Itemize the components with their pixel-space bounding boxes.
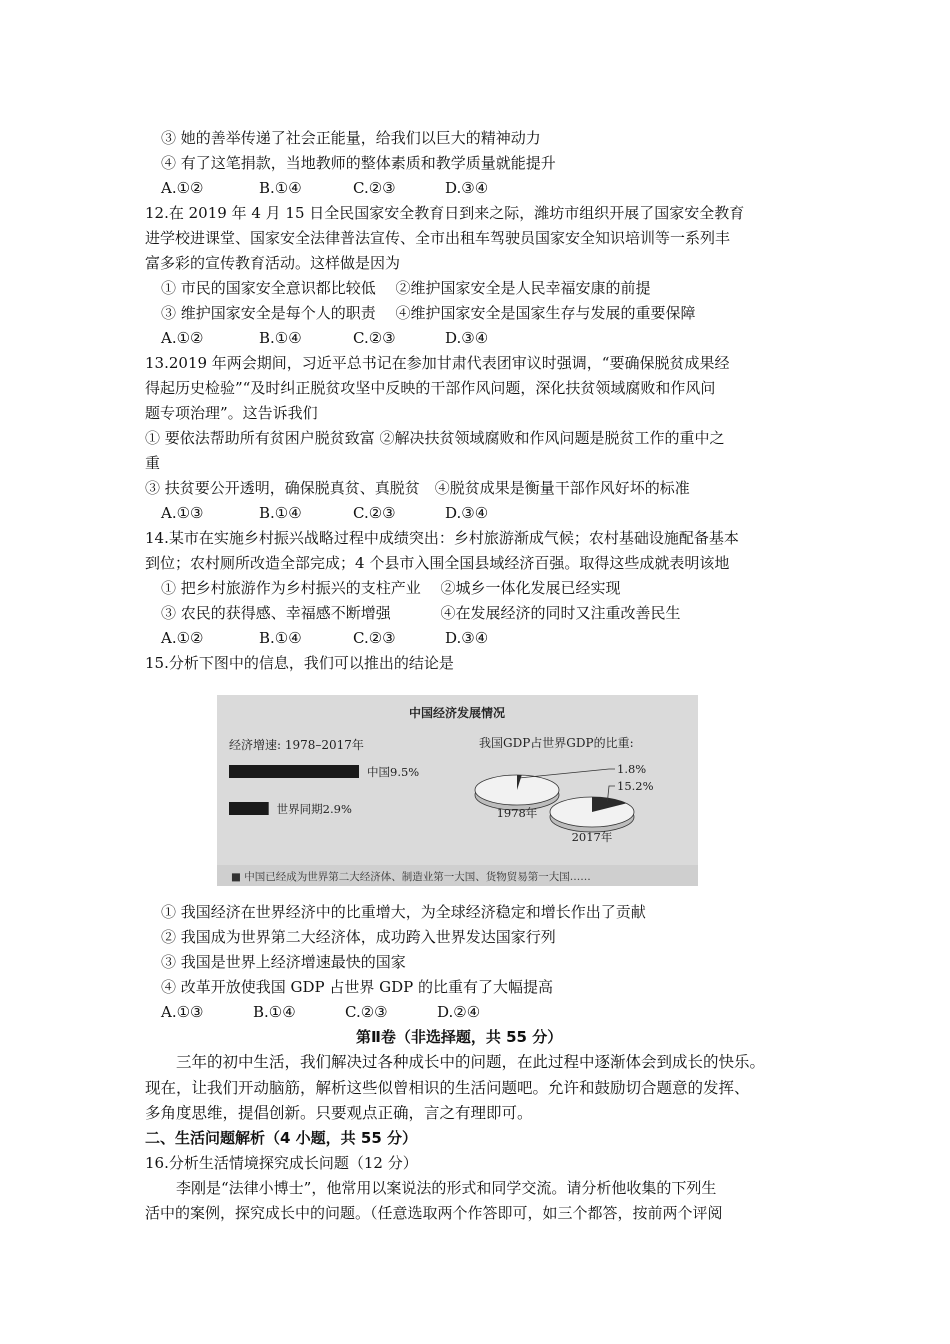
- q14-options-34: ③ 农民的获得感、幸福感不断增强 ④在发展经济的同时又注重改善民生: [161, 604, 681, 622]
- q13-stem-line2: 得起历史检验”“及时纠正脱贫攻坚中反映的干部作风问题，深化扶贫领域腐败和作风问: [145, 379, 716, 397]
- choice-a: A.①②: [161, 629, 204, 647]
- choice-b: B.①④: [253, 1003, 296, 1021]
- q13-choices: [161, 503, 488, 523]
- choice-d: D.②④: [437, 1003, 481, 1021]
- bar-label-world: 世界同期2.9%: [276, 802, 352, 816]
- bar-label-china: 中国9.5%: [367, 765, 420, 779]
- pie-2017-value-label: 15.2%: [617, 779, 654, 793]
- part2-title: 第Ⅱ卷（非选择题，共 55 分）: [356, 1028, 563, 1046]
- pie-2017-year-label: 2017年: [571, 830, 613, 844]
- q12-choices: [161, 328, 488, 348]
- q15-option-1: ① 我国经济在世界经济中的比重增大，为全球经济稳定和增长作出了贡献: [161, 903, 646, 921]
- q11-choices: [161, 178, 488, 198]
- pie-section-label: 我国GDP占世界GDP的比重:: [479, 736, 634, 750]
- q15-option-3: ③ 我国是世界上经济增速最快的国家: [161, 953, 406, 971]
- choice-d: D.③④: [445, 504, 489, 522]
- q11-option-3: ③ 她的善举传递了社会正能量，给我们以巨大的精神动力: [161, 129, 541, 147]
- q12-stem-line2: 进学校进课堂、国家安全法律普法宣传、全市出租车驾驶员国家安全知识培训等一系列丰: [145, 229, 731, 247]
- choice-c: C.②③: [353, 629, 396, 647]
- q13-options-34: ③ 扶贫要公开透明，确保脱真贫、真脱贫 ④脱贫成果是衡量干部作风好坏的标准: [145, 479, 690, 497]
- pie-1978-year-label: 1978年: [496, 806, 538, 820]
- q14-stem-line1: 14.某市在实施乡村振兴战略过程中成绩突出：乡村旅游渐成气候；农村基础设施配备基本: [145, 529, 739, 547]
- q16-text-line2: 活中的案例，探究成长中的问题。（任意选取两个作答即可，如三个都答，按前两个评阅: [145, 1204, 723, 1222]
- choice-b: B.①④: [259, 629, 302, 647]
- choice-c: C.②③: [353, 504, 396, 522]
- q12-stem-line1: 12.在 2019 年 4 月 15 日全民国家安全教育日到来之际，潍坊市组织开展了国家安全教育: [145, 204, 745, 222]
- choice-d: D.③④: [445, 179, 489, 197]
- q13-options-12-wrap: 重: [145, 454, 161, 472]
- choice-d: D.③④: [445, 629, 489, 647]
- choice-b: B.①④: [259, 504, 302, 522]
- bar-section-label: 经济增速: 1978–2017年: [229, 738, 364, 752]
- economy-chart: [217, 695, 698, 886]
- q13-stem-line1: 13.2019 年两会期间，习近平总书记在参加甘肃代表团审议时强调，“要确保脱贫成果经: [145, 354, 730, 372]
- choice-a: A.①③: [161, 1003, 204, 1021]
- choice-a: A.①②: [161, 179, 204, 197]
- q12-options-34: ③ 维护国家安全是每个人的职责 ④维护国家安全是国家生存与发展的重要保障: [161, 304, 696, 322]
- q14-options-12: ① 把乡村旅游作为乡村振兴的支柱产业 ②城乡一体化发展已经实现: [161, 579, 621, 597]
- part2-intro-line2: 现在，让我们开动脑筋，解析这些似曾相识的生活问题吧。允许和鼓励切合题意的发挥、: [145, 1079, 750, 1097]
- q14-choices: [161, 628, 488, 648]
- part2-intro-line3: 多角度思维，提倡创新。只要观点正确，言之有理即可。: [145, 1104, 533, 1122]
- choice-d: D.③④: [445, 329, 489, 347]
- q12-options-12: ① 市民的国家安全意识都比较低 ②维护国家安全是人民幸福安康的前提: [161, 279, 651, 297]
- q11-option-4: ④ 有了这笔捐款，当地教师的整体素质和教学质量就能提升: [161, 154, 556, 172]
- pie-1978-value-label: 1.8%: [617, 762, 647, 776]
- choice-c: C.②③: [353, 179, 396, 197]
- bar-china: [229, 765, 359, 778]
- q12-stem-line3: 富多彩的宣传教育活动。这样做是因为: [145, 254, 401, 272]
- chart-footnote: ■ 中国已经成为世界第二大经济体、制造业第一大国、货物贸易第一大国……: [231, 871, 591, 883]
- part2-intro-line1: 三年的初中生活，我们解决过各种成长中的问题，在此过程中逐渐体会到成长的快乐。: [176, 1053, 766, 1071]
- chart-title: 中国经济发展情况: [408, 706, 506, 720]
- choice-a: A.①②: [161, 329, 204, 347]
- q16-text-line1: 李刚是“法律小博士”，他常用以案说法的形式和同学交流。请分析他收集的下列生: [176, 1179, 717, 1197]
- q16-title: 16.分析生活情境探究成长问题（12 分）: [145, 1154, 418, 1172]
- bar-world: [229, 802, 269, 815]
- choice-b: B.①④: [259, 179, 302, 197]
- choice-a: A.①③: [161, 504, 204, 522]
- q14-stem-line2: 到位；农村厕所改造全部完成；4 个县市入围全国县域经济百强。取得这些成就表明该地: [145, 554, 730, 572]
- choice-b: B.①④: [259, 329, 302, 347]
- q15-stem: 15.分析下图中的信息，我们可以推出的结论是: [145, 654, 454, 672]
- choice-c: C.②③: [353, 329, 396, 347]
- q13-options-12: ① 要依法帮助所有贫困户脱贫致富 ②解决扶贫领域腐败和作风问题是脱贫工作的重中之: [145, 429, 725, 447]
- section-heading: 二、生活问题解析（4 小题，共 55 分）: [145, 1129, 417, 1147]
- q15-option-4: ④ 改革开放使我国 GDP 占世界 GDP 的比重有了大幅提高: [161, 978, 554, 996]
- q15-choices: [161, 1002, 480, 1022]
- choice-c: C.②③: [345, 1003, 388, 1021]
- q15-option-2: ② 我国成为世界第二大经济体，成功跨入世界发达国家行列: [161, 928, 556, 946]
- q13-stem-line3: 题专项治理”。这告诉我们: [145, 404, 318, 422]
- economy-chart-svg: [217, 695, 698, 886]
